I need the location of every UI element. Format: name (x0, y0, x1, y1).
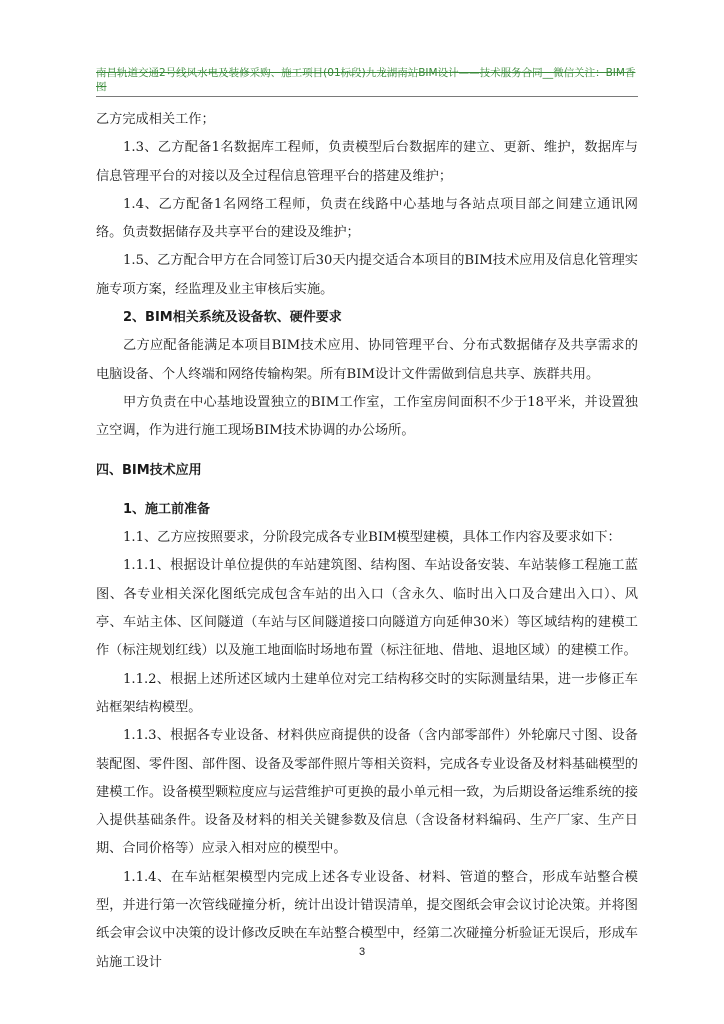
paragraph: 1.4、乙方配备1名网络工程师，负责在线路中心基地与各站点项目部之间建立通讯网络。负责数据储存及共享平台的建设及维护； (96, 196, 638, 241)
page-header: 南昌轨道交通2号线风水电及装修采购、施工项目(01标段)九龙湖南站BIM设计——技术服务合同__微信关注：BIM香图 (96, 66, 638, 97)
paragraph: 乙方应配备能满足本项目BIM技术应用、协同管理平台、分布式数据储存及共享需求的电脑设备、个人终端和网络传输构架。所有BIM设计文件需做到信息共享、族群共用。 (96, 338, 638, 382)
page-number: 3 (358, 946, 366, 958)
paragraph: 1.1.1、根据设计单位提供的车站建筑图、结构图、车站设备安装、车站装修工程施工蓝图、各专业相关深化图纸完成包含车站的出入口（含永久、临时出入口及合建出入口）、风亭、车站主体、区间隧道（车站与区间隧道接口向隧道方向延伸30米）等区域结构的建模工作（标注规划红线）以及施工地面临时场地布置（标注征地、借地、退地区域）的建模工作。 (96, 558, 638, 659)
paragraph: 1.5、乙方配合甲方在合同签订后30天内提交适合本项目的BIM技术应用及信息化管理实施专项方案，经监理及业主审核后实施。 (96, 253, 638, 297)
paragraph: 1.3、乙方配备1名数据库工程师，负责模型后台数据库的建立、更新、维护，数据库与信息管理平台的对接以及全过程信息管理平台的搭建及维护； (96, 140, 638, 184)
paragraph: 1.1.3、根据各专业设备、材料供应商提供的设备（含内部零部件）外轮廓尺寸图、设备装配图、零件图、部件图、设备及零部件照片等相关资料，完成各专业设备及材料基础模型的建模工作。设备模型颗粒度应与运营维护可更换的最小单元相一致，为后期设备运维系统的接入提供基础条件。设备及材料的相关关键参数及信息（含设备材料编码、生产厂家、生产日期、合同价格等）应录入相对应的模型中。 (96, 728, 638, 857)
section-heading: 1、施工前准备 (123, 501, 211, 517)
paragraph: 甲方负责在中心基地设置独立的BIM工作室，工作室房间面积不少于18平米，并设置独立空调，作为进行施工现场BIM技术协调的办公场所。 (96, 394, 638, 439)
paragraph: 乙方完成相关工作； (96, 112, 215, 127)
document-body (96, 106, 638, 977)
chapter-heading: 四、BIM技术应用 (96, 462, 202, 478)
paragraph: 1.1.2、根据上述所述区域内土建单位对完工结构移交时的实际测量结果，进一步修正车站框架结构模型。 (96, 671, 638, 715)
section-heading: 2、BIM相关系统及设备软、硬件要求 (123, 310, 342, 326)
paragraph: 1.1、乙方应按照要求，分阶段完成各专业BIM模型建模，具体工作内容及要求如下： (123, 530, 621, 546)
paragraph: 1.1.4、在车站框架模型内完成上述各专业设备、材料、管道的整合，形成车站整合模型，并进行第一次管线碰撞分析，统计出设计错误清单，提交图纸会审会议讨论决策。并将图纸会审会议中决策的设计修改反映在车站整合模型中，经第二次碰撞分析验证无误后，形成车站施工设计 (96, 869, 638, 970)
